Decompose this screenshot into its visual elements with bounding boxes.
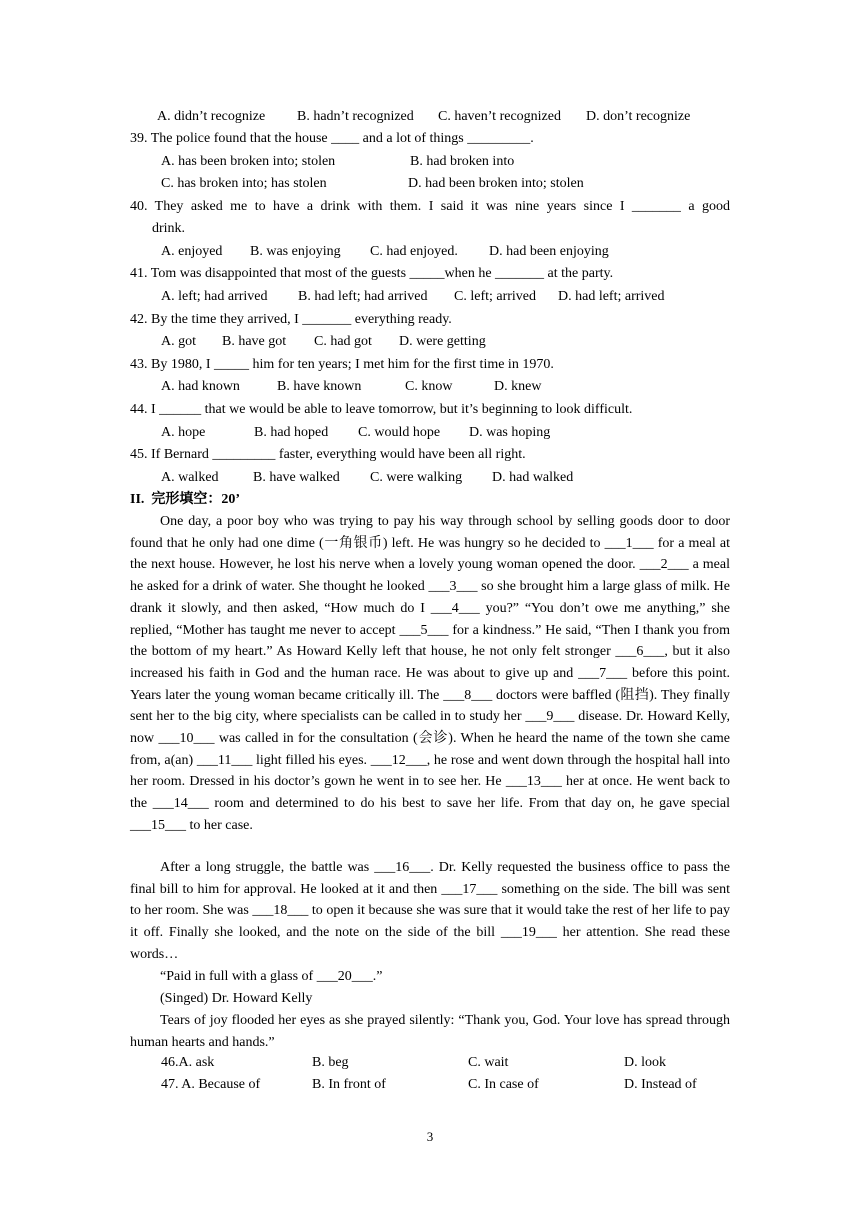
q40-option-c: C. had enjoyed. [370, 244, 458, 259]
q41-option-c: C. left; arrived [454, 289, 537, 304]
q40-option-a: A. enjoyed [161, 244, 223, 259]
q45-option-a: A. walked [161, 470, 219, 485]
q38-option-c: C. haven’t recognized [438, 109, 561, 124]
q43-option-d: D. knew [494, 379, 542, 394]
q41-option-d: D. had left; arrived [558, 289, 665, 304]
q39-stem: 39. The police found that the house ____ and a lot of things _________. [130, 131, 534, 146]
q40-option-b: B. was enjoying [250, 244, 341, 259]
q47-option-c: C. In case of [468, 1077, 539, 1092]
q40-stem-line2: drink. [152, 221, 186, 236]
q45-option-d: D. had walked [492, 470, 574, 485]
q42-option-d: D. were getting [399, 334, 486, 349]
q46-option-d: D. look [624, 1055, 666, 1070]
q39-option-d: D. had been broken into; stolen [408, 176, 584, 191]
q43-stem: 43. By 1980, I _____ him for ten years; I met him for the first time in 1970. [130, 357, 554, 372]
q40-stem-line1: 40. They asked me to have a drink with them. I said it was nine years since I _______ a good [130, 199, 730, 214]
q45-option-c: C. were walking [370, 470, 463, 485]
q44-option-b: B. had hoped [254, 425, 329, 440]
q38-option-d: D. don’t recognize [586, 109, 691, 124]
q41-option-a: A. left; had arrived [161, 289, 268, 304]
q43-option-c: C. know [405, 379, 453, 394]
q47-option-d: D. Instead of [624, 1077, 697, 1092]
q39-option-b: B. had broken into [410, 154, 515, 169]
q41-stem: 41. Tom was disappointed that most of the guests _____when he _______ at the party. [130, 266, 614, 281]
cloze-paragraph-3: “Paid in full with a glass of ___20___.” [160, 969, 383, 984]
q38-option-a: A. didn’t recognize [157, 109, 266, 124]
q45-stem: 45. If Bernard _________ faster, everything would have been all right. [130, 447, 526, 462]
q47-option-a: 47. A. Because of [161, 1077, 261, 1092]
q42-option-b: B. have got [222, 334, 287, 349]
page-number: 3 [426, 1129, 434, 1144]
q42-stem: 42. By the time they arrived, I _______ everything ready. [130, 312, 452, 327]
q42-option-a: A. got [161, 334, 196, 349]
section-heading: II. 完形填空：20’ [130, 492, 241, 507]
q40-option-d: D. had been enjoying [489, 244, 609, 259]
q42-option-c: C. had got [314, 334, 372, 349]
cloze-signature: (Singed) Dr. Howard Kelly [160, 991, 313, 1006]
q39-option-c: C. has broken into; has stolen [161, 176, 327, 191]
q44-stem: 44. I ______ that we would be able to leave tomorrow, but it’s beginning to look difficult. [130, 402, 633, 417]
q46-option-b: B. beg [312, 1055, 349, 1070]
q44-option-d: D. was hoping [469, 425, 551, 440]
q47-option-b: B. In front of [312, 1077, 386, 1092]
cloze-paragraph-2: After a long struggle, the battle was ___16___. Dr. Kelly requested the business office to pass the final bill to him for approval. He looked at it and then ___17___ something on the side. The bill was sent to her room. She was ___18___ to open it because she was sure that it would take the rest of her life to pay it off. Finally she looked, and the note on the side of the bill ___19___ her attention. She read these words… [130, 860, 730, 962]
q39-option-a: A. has been broken into; stolen [161, 154, 336, 169]
q41-option-b: B. had left; had arrived [298, 289, 428, 304]
q46-option-a: 46.A. ask [161, 1055, 215, 1070]
cloze-paragraph-1: One day, a poor boy who was trying to pay his way through school by selling goods door to door found that he only had one dime (一角银币) left. He was hungry so he decided to ___1___ for a meal at the next house. However, he lost his nerve when a lovely young woman opened the door. ___2___ a meal he asked for a drink of water. She thought he looked ___3___ so she brought him a large glass of milk. He drank it slowly, and then asked, “How much do I ___4___ you?” “You don’t owe me anything,” she replied, “Mother has taught me never to accept ___5___ for a kindness.” He said, “Then I thank you from the bottom of my heart.” As Howard Kelly left that house, he not only felt stronger ___6___, but it also increased his faith in God and the human race. He was about to give up and ___7___ before this point. Years later the young woman became critically ill. The ___8___ doctors were baffled (阻挡). They finally sent her to the big city, where specialists can be called in to study her ___9___ disease. Dr. Howard Kelly, now ___10___ was called in for the consultation (会诊). When he heard the name of the town she came from, a(an) ___11___ light filled his eyes. ___12___, he rose and went down through the hospital hall into her room. Dressed in his doctor’s gown he went in to see her. He ___13___ her at once. He went back to the ___14___ room and determined to do his best to save her life. From that day on, he gave special ___15___ to her case. [130, 514, 730, 833]
q38-option-b: B. hadn’t recognized [297, 109, 414, 124]
cloze-paragraph-4: Tears of joy flooded her eyes as she prayed silently: “Thank you, God. Your love has spread through human hearts and hands.” [130, 1013, 730, 1050]
q43-option-b: B. have known [277, 379, 362, 394]
q45-option-b: B. have walked [253, 470, 340, 485]
q46-option-c: C. wait [468, 1055, 509, 1070]
q44-option-a: A. hope [161, 425, 206, 440]
q44-option-c: C. would hope [358, 425, 441, 440]
q43-option-a: A. had known [161, 379, 240, 394]
